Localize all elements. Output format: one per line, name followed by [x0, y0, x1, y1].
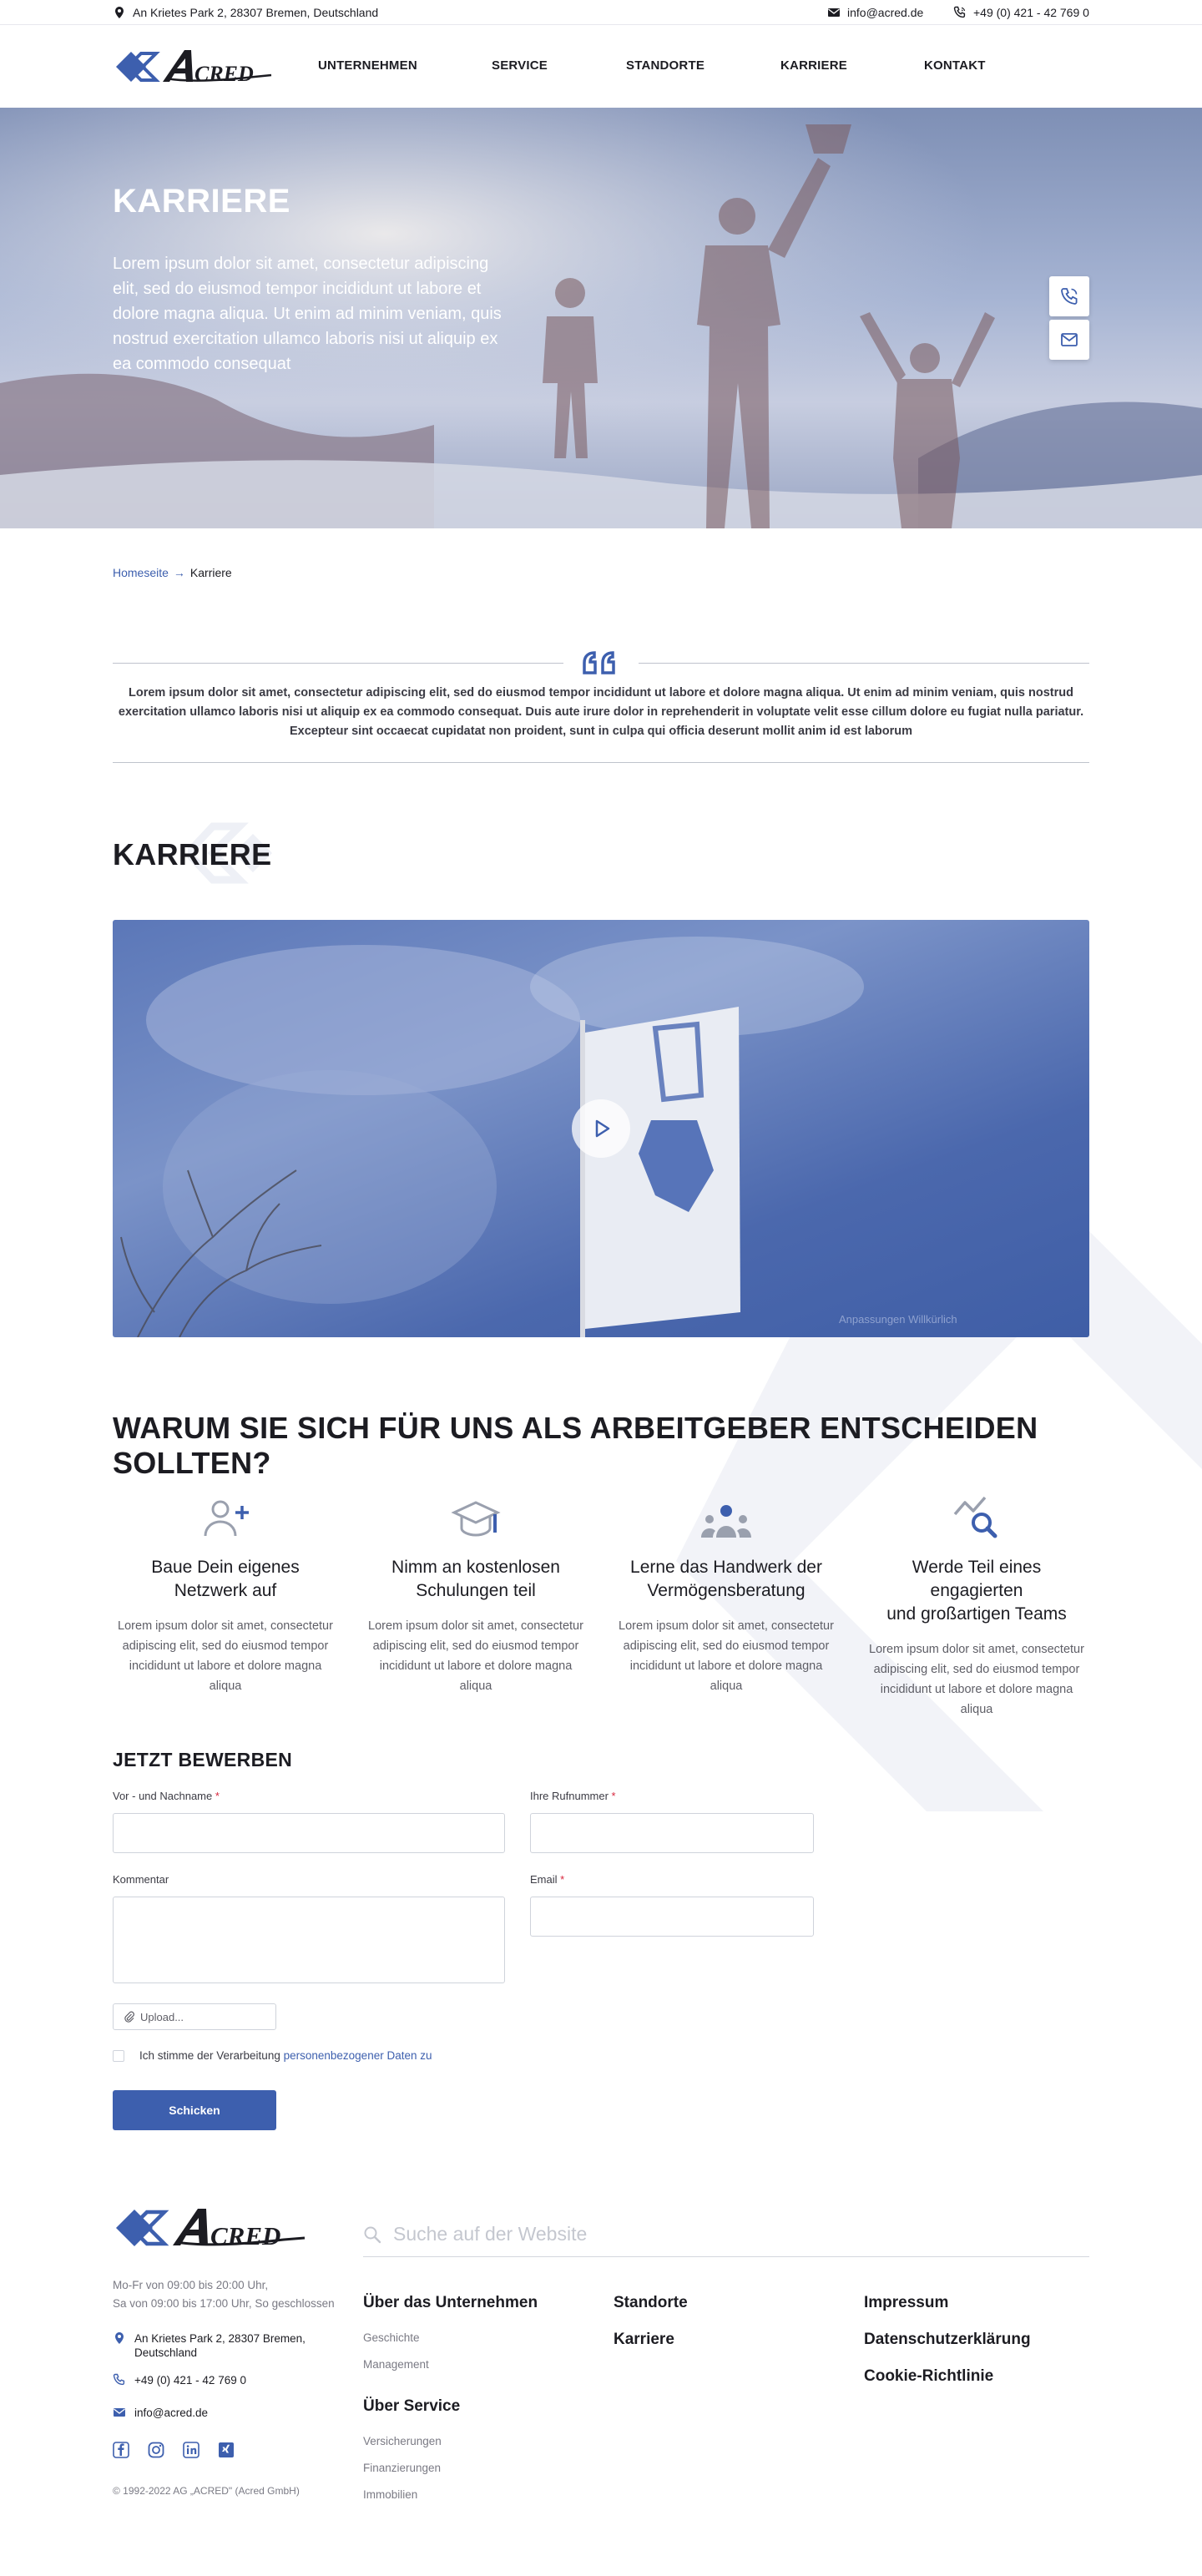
footer-heading-company[interactable]: Über das Unternehmen [363, 2294, 538, 2311]
side-phone-button[interactable] [1049, 276, 1089, 316]
opening-hours [113, 2276, 335, 2313]
footer-phone[interactable] [113, 2373, 246, 2387]
footer-link-datenschutz[interactable]: Datenschutzerklärung [864, 2331, 1031, 2348]
breadcrumb-home[interactable]: Homeseite [113, 566, 169, 579]
graduation-cap-icon [451, 1498, 501, 1539]
feature-text: Lorem ipsum dolor sit amet, consectetur adipiscing elit, sed do eiusmod tempor incididunt ut labore et dolore magna aliqua [619, 1619, 834, 1693]
quote-text: Lorem ipsum dolor sit amet, consectetur adipiscing elit, sed do eiusmod tempor incididunt ut labore et dolore magna aliqua. Ut enim ad minim veniam, quis nostrud exercitation ullamco laboris nisi ut aliquip ex ea commodo consequat. Duis aute irure dolor in reprehenderit in voluptate velit esse cillum dolore eu fugiat nulla pariatur. Excepteur sint occaecat cupidatat non proident, sunt in culpa qui officia deserunt mollit anim id est laborum [118, 686, 1084, 738]
instagram-icon[interactable] [148, 2442, 164, 2458]
feature-team [864, 1493, 1089, 1720]
top-bar [0, 0, 1202, 25]
feature-training [363, 1493, 588, 1696]
name-label [113, 1790, 220, 1802]
hero-text: Lorem ipsum dolor sit amet, consectetur adipiscing elit, sed do eiusmod tempor incididunt ut labore et dolore magna aliqua. Ut enim ad minim veniam, quis nostrud exercitation ullamco laboris nisi ut aliquip ex ea commodo consequat [113, 255, 502, 373]
email-label [530, 1873, 564, 1886]
search-placeholder[interactable]: Suche auf der Website [393, 2223, 588, 2245]
chart-search-icon [952, 1494, 1002, 1539]
topbar-phone-text[interactable]: +49 (0) 421 - 42 769 0 [973, 6, 1089, 19]
section-title-karriere: KARRIERE [113, 837, 272, 871]
phone-icon [953, 6, 967, 19]
xing-icon[interactable] [218, 2442, 235, 2458]
phone-icon [113, 2373, 126, 2387]
footer-phone-text[interactable]: +49 (0) 421 - 42 769 0 [134, 2374, 246, 2387]
mail-icon [827, 6, 841, 19]
divider [113, 663, 563, 664]
nav-kontakt[interactable]: KONTAKT [924, 58, 986, 73]
play-button[interactable] [572, 1099, 630, 1158]
paperclip-icon [124, 2011, 135, 2023]
breadcrumb [113, 566, 232, 579]
topbar-email-text[interactable]: info@acred.de [847, 6, 924, 19]
social-links [113, 2442, 235, 2458]
divider [639, 663, 1089, 664]
topbar-email[interactable] [827, 6, 923, 19]
arrow-right-icon: → [173, 566, 185, 579]
feature-title-line-1: Nimm an kostenlosen [391, 1558, 560, 1577]
footer-link-impressum[interactable]: Impressum [864, 2294, 949, 2311]
nav-karriere[interactable]: KARRIERE [780, 58, 847, 73]
breadcrumb-current: Karriere [189, 566, 232, 579]
address-line-2: Deutschland [134, 2346, 198, 2359]
site-search[interactable] [363, 2212, 1089, 2257]
acred-logo[interactable] [113, 45, 281, 88]
topbar-address [113, 6, 378, 19]
footer-link-finanzierungen[interactable]: Finanzierungen [363, 2462, 442, 2474]
feature-title-line-2: und großartigen Teams [886, 1604, 1067, 1624]
address-line-1: An Krietes Park 2, 28307 Bremen, [134, 2332, 306, 2345]
feature-text: Lorem ipsum dolor sit amet, consectetur adipiscing elit, sed do eiusmod tempor incididunt ut labore et dolore magna aliqua [869, 1643, 1084, 1716]
nav-service[interactable]: SERVICE [492, 58, 548, 73]
upload-placeholder: Upload... [140, 2010, 184, 2023]
mail-icon [1059, 330, 1079, 350]
side-mail-button[interactable] [1049, 320, 1089, 360]
quote-icon [583, 651, 619, 674]
email-label-text: Email [530, 1873, 558, 1886]
submit-button[interactable]: Schicken [113, 2090, 276, 2130]
topbar-phone[interactable] [953, 6, 1089, 19]
footer-link-standorte[interactable]: Standorte [614, 2294, 688, 2311]
consent-checkbox[interactable] [113, 2050, 124, 2062]
hero-title: KARRIERE [113, 183, 290, 220]
opening-hours-weekend: Sa von 09:00 bis 17:00 Uhr, So geschlossen [113, 2297, 335, 2310]
opening-hours-weekdays: Mo-Fr von 09:00 bis 20:00 Uhr, [113, 2279, 269, 2291]
consent-text: Ich stimme der Verarbeitung [139, 2049, 280, 2062]
video-caption: Anpassungen Willkürlich [839, 1313, 957, 1326]
footer-email[interactable] [113, 2406, 208, 2420]
svg-text:CRED: CRED [194, 62, 254, 86]
team-icon [699, 1503, 753, 1539]
feature-title-line-1: Lerne das Handwerk der [630, 1558, 822, 1577]
footer-link-karriere[interactable]: Karriere [614, 2331, 674, 2348]
phone-label-text: Ihre Rufnummer [530, 1790, 609, 1802]
footer-link-cookie[interactable]: Cookie-Richtlinie [864, 2367, 994, 2385]
feature-text: Lorem ipsum dolor sit amet, consectetur adipiscing elit, sed do eiusmod tempor incididunt ut labore et dolore magna aliqua [368, 1619, 583, 1693]
feature-title-line-2: Schulungen teil [416, 1581, 536, 1600]
upload-field[interactable] [113, 2003, 276, 2030]
feature-text: Lorem ipsum dolor sit amet, consectetur adipiscing elit, sed do eiusmod tempor incididunt ut labore et dolore magna aliqua [118, 1619, 333, 1693]
acred-logo[interactable] [113, 2202, 313, 2254]
feature-title-line-1: Baue Dein eigenes [151, 1558, 300, 1577]
hero-banner [0, 108, 1202, 528]
location-pin-icon [113, 2331, 126, 2345]
mail-icon [113, 2406, 126, 2419]
comment-label: Kommentar [113, 1873, 169, 1886]
footer-address [113, 2331, 306, 2360]
site-header [0, 25, 1202, 108]
required-mark: * [611, 1790, 616, 1802]
nav-unternehmen[interactable]: UNTERNEHMEN [318, 58, 417, 73]
feature-title-line-1: Werde Teil eines engagierten [912, 1558, 1042, 1600]
facebook-icon[interactable] [113, 2442, 129, 2458]
form-title: JETZT BEWERBEN [113, 1749, 293, 1770]
required-mark: * [560, 1873, 565, 1886]
consent-link[interactable]: personenbezogener Daten zu [283, 2049, 432, 2062]
required-mark: * [215, 1790, 220, 1802]
video-player[interactable] [113, 920, 1089, 1337]
footer-link-immobilien[interactable]: Immobilien [363, 2488, 418, 2501]
feature-title-line-2: Netzwerk auf [174, 1581, 277, 1600]
footer-email-text[interactable]: info@acred.de [134, 2407, 209, 2419]
quote-block [113, 651, 1089, 764]
footer-link-geschichte[interactable]: Geschichte [363, 2331, 420, 2344]
feature-craft [614, 1493, 839, 1696]
svg-text:CRED: CRED [210, 2221, 281, 2250]
feature-title [113, 1556, 338, 1603]
feature-title [864, 1556, 1089, 1626]
footer-link-management[interactable]: Management [363, 2358, 429, 2371]
consent-row [113, 2049, 432, 2062]
email-field[interactable] [530, 1897, 814, 1937]
phone-label [530, 1790, 616, 1802]
feature-title-line-2: Vermögensberatung [647, 1581, 806, 1600]
location-pin-icon [113, 6, 126, 19]
divider [113, 762, 1089, 763]
copyright: © 1992-2022 AG „ACRED" (Acred GmbH) [113, 2485, 300, 2497]
add-user-icon [200, 1498, 250, 1539]
section-title-why: WARUM SIE SICH FÜR UNS ALS ARBEITGEBER ENTSCHEIDEN SOLLTEN? [113, 1411, 1038, 1480]
name-field[interactable] [113, 1813, 505, 1853]
nav-standorte[interactable]: STANDORTE [626, 58, 705, 73]
phone-icon [1059, 286, 1079, 306]
search-icon [363, 2225, 381, 2244]
feature-title [614, 1556, 839, 1603]
feature-title [363, 1556, 588, 1603]
play-icon [590, 1118, 612, 1139]
linkedin-icon[interactable] [183, 2442, 199, 2458]
phone-field[interactable] [530, 1813, 814, 1853]
footer-heading-service[interactable]: Über Service [363, 2397, 461, 2415]
topbar-address-text: An Krietes Park 2, 28307 Bremen, Deutschland [133, 6, 379, 19]
name-label-text: Vor - und Nachname [113, 1790, 213, 1802]
comment-field[interactable] [113, 1897, 505, 1983]
footer-link-versicherungen[interactable]: Versicherungen [363, 2435, 442, 2447]
feature-network [113, 1493, 338, 1696]
